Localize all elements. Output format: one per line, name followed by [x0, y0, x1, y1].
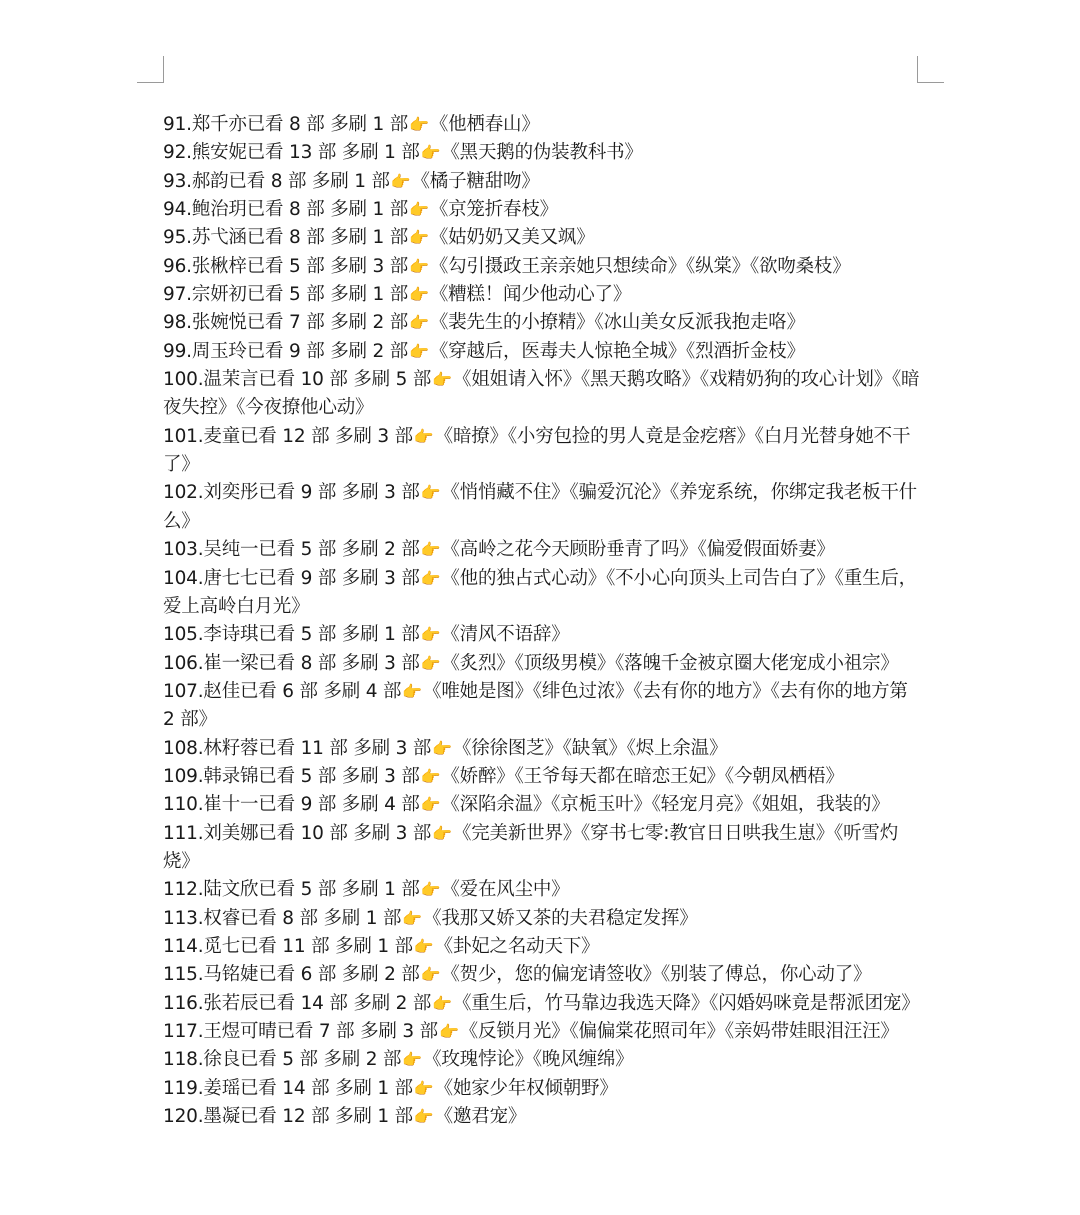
book-titles: 《贺少，您的偏宠请签收》《别装了傅总，你心动了》 [441, 964, 872, 986]
book-titles: 《炙烈》《顶级男模》《落魄千金被京圈大佬宠成小祖宗》 [441, 652, 899, 674]
reader-stats: 117.王煜可晴已看 7 部 多刷 3 部 [163, 1021, 438, 1042]
pointing-hand-icon: 👉 [402, 908, 423, 928]
list-item [163, 536, 923, 564]
reader-stats: 94.鲍治玥已看 8 部 多刷 1 部 [163, 199, 409, 221]
list-item [163, 735, 923, 763]
reader-stats: 101.麦童已看 12 部 多刷 3 部 [163, 425, 413, 447]
book-titles: 《反锁月光》《偏偏棠花照司年》《亲妈带娃眼泪汪汪》 [459, 1021, 899, 1042]
pointing-hand-icon: 👉 [413, 426, 434, 446]
pointing-hand-icon: 👉 [420, 483, 441, 503]
book-titles: 《娇醉》《王爷每天都在暗恋王妃》《今朝凤栖梧》 [441, 765, 844, 787]
list-item [163, 961, 923, 989]
pointing-hand-icon: 👉 [420, 766, 441, 786]
reader-stats: 103.吴纯一已看 5 部 多刷 2 部 [163, 539, 420, 561]
book-titles: 《高岭之花今天顾盼垂青了吗》《偏爱假面娇妻》 [441, 539, 835, 561]
reader-stats: 102.刘奕彤已看 9 部 多刷 3 部 [163, 482, 420, 504]
pointing-hand-icon: 👉 [409, 115, 429, 134]
reader-list [163, 111, 923, 1131]
reader-stats: 95.苏弋涵已看 8 部 多刷 1 部 [163, 227, 409, 249]
list-item [163, 820, 923, 877]
book-titles: 《勾引摄政王亲亲她只想续命》《纵棠》《欲吻桑枝》 [429, 255, 851, 277]
reader-stats: 114.觅七已看 11 部 多刷 1 部 [163, 935, 413, 957]
pointing-hand-icon: 👉 [420, 965, 441, 985]
book-titles: 《邀君宠》 [434, 1106, 527, 1128]
list-item [163, 1103, 923, 1131]
list-item [163, 423, 923, 480]
book-titles: 《姑奶奶又美又飒》 [429, 227, 595, 249]
list-item [163, 479, 923, 536]
pointing-hand-icon: 👉 [390, 171, 411, 191]
reader-stats: 110.崔十一已看 9 部 多刷 4 部 [163, 794, 420, 816]
book-titles: 《她家少年权倾朝野》 [434, 1077, 618, 1099]
book-titles: 《唯她是图》《绯色过浓》《去有你的地方》《去有你的地方第 2 部》 [163, 680, 908, 731]
reader-stats: 97.宗妍初已看 5 部 多刷 1 部 [163, 284, 409, 306]
reader-stats: 111.刘美娜已看 10 部 多刷 3 部 [163, 822, 432, 844]
reader-stats: 109.韩录锦已看 5 部 多刷 3 部 [163, 765, 420, 787]
list-item [163, 196, 923, 224]
book-titles: 《完美新世界》《穿书七零:教官日日哄我生崽》《听雪灼烧》 [163, 822, 898, 872]
reader-stats: 100.温茉言已看 10 部 多刷 5 部 [163, 369, 432, 391]
list-item [163, 791, 923, 819]
pointing-hand-icon: 👉 [420, 795, 441, 815]
reader-stats: 115.马铭婕已看 6 部 多刷 2 部 [163, 964, 420, 986]
book-titles: 《姐姐请入怀》《黑天鹅攻略》《戏精奶狗的攻心计划》《暗夜失控》《今夜撩他心动》 [163, 369, 920, 419]
book-titles: 《京笼折春枝》 [429, 199, 558, 221]
reader-stats: 105.李诗琪已看 5 部 多刷 1 部 [163, 624, 420, 646]
pointing-hand-icon: 👉 [409, 228, 429, 248]
reader-stats: 99.周玉玲已看 9 部 多刷 2 部 [163, 340, 409, 362]
reader-stats: 113.权睿已看 8 部 多刷 1 部 [163, 907, 402, 929]
list-item [163, 990, 923, 1018]
book-titles: 《他的独占式心动》《不小心向顶头上司告白了》《重生后，爱上高岭白月光》 [163, 567, 917, 617]
reader-stats: 92.熊安妮已看 13 部 多刷 1 部 [163, 142, 420, 164]
reader-stats: 119.姜瑶已看 14 部 多刷 1 部 [163, 1077, 413, 1099]
book-titles: 《暗撩》《小穷包捡的男人竟是金疙瘩》《白月光替身她不干了》 [163, 425, 911, 476]
book-titles: 《裴先生的小撩精》《冰山美女反派我抱走咯》 [429, 312, 805, 334]
list-item [163, 338, 923, 366]
pointing-hand-icon: 👉 [432, 738, 452, 758]
reader-stats: 112.陆文欣已看 5 部 多刷 1 部 [163, 879, 420, 901]
pointing-hand-icon: 👉 [432, 993, 452, 1013]
reader-stats: 96.张楸梓已看 5 部 多刷 3 部 [163, 255, 409, 277]
book-titles: 《清风不语辞》 [441, 624, 570, 646]
reader-stats: 116.张若辰已看 14 部 多刷 2 部 [163, 992, 432, 1014]
list-item [163, 139, 923, 167]
pointing-hand-icon: 👉 [409, 313, 429, 333]
reader-stats: 120.墨凝已看 12 部 多刷 1 部 [163, 1106, 413, 1128]
list-item [163, 1018, 923, 1046]
pointing-hand-icon: 👉 [420, 653, 441, 673]
book-titles: 《他栖春山》 [429, 114, 540, 135]
list-item [163, 933, 923, 961]
list-item [163, 621, 923, 649]
book-titles: 《橘子糖甜吻》 [411, 170, 540, 192]
book-titles: 《悄悄藏不住》《骗爱沉沦》《养宠系统，你绑定我老板干什么》 [163, 482, 917, 532]
reader-stats: 93.郝韵已看 8 部 多刷 1 部 [163, 170, 390, 192]
book-titles: 《玫瑰悖论》《晚风缠绵》 [423, 1049, 634, 1071]
pointing-hand-icon: 👉 [409, 285, 429, 305]
book-titles: 《徐徐图芝》《缺氧》《烬上余温》 [452, 737, 728, 759]
list-item [163, 309, 923, 337]
reader-stats: 108.林籽蓉已看 11 部 多刷 3 部 [163, 737, 432, 759]
pointing-hand-icon: 👉 [420, 143, 441, 163]
list-item [163, 1046, 923, 1074]
pointing-hand-icon: 👉 [432, 370, 452, 390]
pointing-hand-icon: 👉 [413, 1107, 434, 1127]
book-titles: 《爱在风尘中》 [441, 879, 570, 901]
pointing-hand-icon: 👉 [409, 200, 429, 220]
list-item [163, 253, 923, 281]
book-titles: 《黑天鹅的伪装教科书》 [441, 142, 643, 164]
reader-stats: 98.张婉悦已看 7 部 多刷 2 部 [163, 312, 409, 334]
reader-stats: 118.徐良已看 5 部 多刷 2 部 [163, 1049, 402, 1071]
pointing-hand-icon: 👉 [409, 256, 429, 276]
reader-stats: 91.郑千亦已看 8 部 多刷 1 部 [163, 114, 409, 135]
list-item [163, 565, 923, 622]
book-titles: 《我那又娇又茶的夫君稳定发挥》 [423, 907, 698, 929]
pointing-hand-icon: 👉 [409, 341, 429, 361]
book-titles: 《穿越后，医毒夫人惊艳全城》《烈酒折金枝》 [429, 340, 805, 362]
pointing-hand-icon: 👉 [413, 936, 434, 956]
pointing-hand-icon: 👉 [420, 880, 441, 900]
book-titles: 《深陷余温》《京栀玉叶》《轻宠月亮》《姐姐，我装的》 [441, 794, 890, 816]
pointing-hand-icon: 👉 [413, 1078, 434, 1098]
list-item [163, 366, 923, 423]
pointing-hand-icon: 👉 [402, 1050, 423, 1070]
list-item [163, 678, 923, 735]
list-item [163, 111, 923, 139]
pointing-hand-icon: 👉 [438, 1022, 459, 1041]
list-item [163, 763, 923, 791]
pointing-hand-icon: 👉 [420, 625, 441, 645]
pointing-hand-icon: 👉 [402, 681, 423, 701]
reader-stats: 106.崔一梁已看 8 部 多刷 3 部 [163, 652, 420, 674]
list-item [163, 876, 923, 904]
list-item [163, 168, 923, 196]
reader-stats: 107.赵佳已看 6 部 多刷 4 部 [163, 680, 402, 702]
pointing-hand-icon: 👉 [420, 540, 441, 560]
list-item [163, 1075, 923, 1103]
pointing-hand-icon: 👉 [420, 568, 441, 588]
pointing-hand-icon: 👉 [432, 823, 452, 843]
book-titles: 《重生后，竹马靠边我选天降》《闪婚妈咪竟是帮派团宠》 [452, 992, 920, 1014]
book-titles: 《糟糕！闻少他动心了》 [429, 284, 632, 306]
book-titles: 《卦妃之名动天下》 [434, 935, 600, 957]
page-corner-mark-top-right [917, 56, 944, 83]
reader-stats: 104.唐七七已看 9 部 多刷 3 部 [163, 567, 420, 589]
list-item [163, 650, 923, 678]
list-item [163, 224, 923, 252]
list-item [163, 905, 923, 933]
list-item [163, 281, 923, 309]
page-corner-mark-top-left [137, 56, 164, 83]
